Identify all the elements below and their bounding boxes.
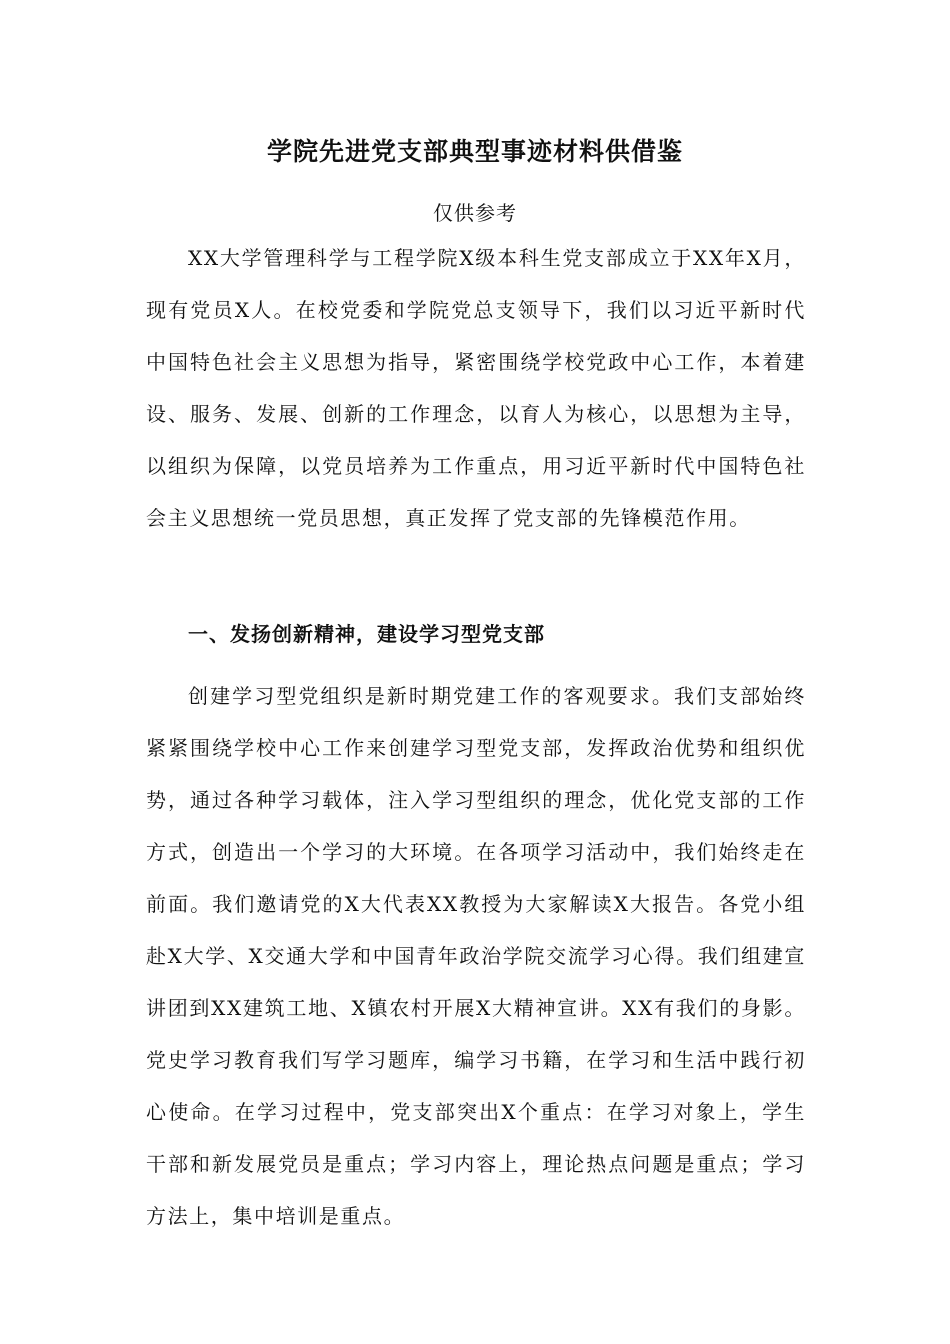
intro-paragraph: XX大学管理科学与工程学院X级本科生党支部成立于XX年X月，现有党员X人。在校党委和学院党总支领导下，我们以习近平新时代中国特色社会主义思想为指导，紧密围绕学校党政中心工作，本着建设、服务、发展、创新的工作理念，以育人为核心，以思想为主导，以组织为保障，以党员培养为工作重点，用习近平新时代中国特色社会主义思想统一党员思想，真正发挥了党支部的先锋模范作用。 xyxy=(146,246,806,530)
section-1-paragraph: 创建学习型党组织是新时期党建工作的客观要求。我们支部始终紧紧围绕学校中心工作来创建学习型党支部，发挥政治优势和组织优势，通过各种学习载体，注入学习型组织的理念，优化党支部的工作方式，创造出一个学习的大环境。在各项学习活动中，我们始终走在前面。我们邀请党的X大代表XX教授为大家解读X大报告。各党小组赴X大学、X交通大学和中国青年政治学院交流学习心得。我们组建宣讲团到XX建筑工地、X镇农村开展X大精神宣讲。XX有我们的身影。党史学习教育我们写学习题库，编学习书籍，在学习和生活中践行初心使命。在学习过程中，党支部突出X个重点：在学习对象上，学生干部和新发展党员是重点；学习内容上，理论热点问题是重点；学习方法上，集中培训是重点。 xyxy=(146,684,806,1228)
document-subtitle: 仅供参考 xyxy=(433,201,517,225)
intro-block xyxy=(146,232,806,544)
section-1-heading: 一、发扬创新精神，建设学习型党支部 xyxy=(188,622,545,646)
document-title: 学院先进党支部典型事迹材料供借鉴 xyxy=(266,137,683,166)
section-1-block xyxy=(146,670,806,1242)
